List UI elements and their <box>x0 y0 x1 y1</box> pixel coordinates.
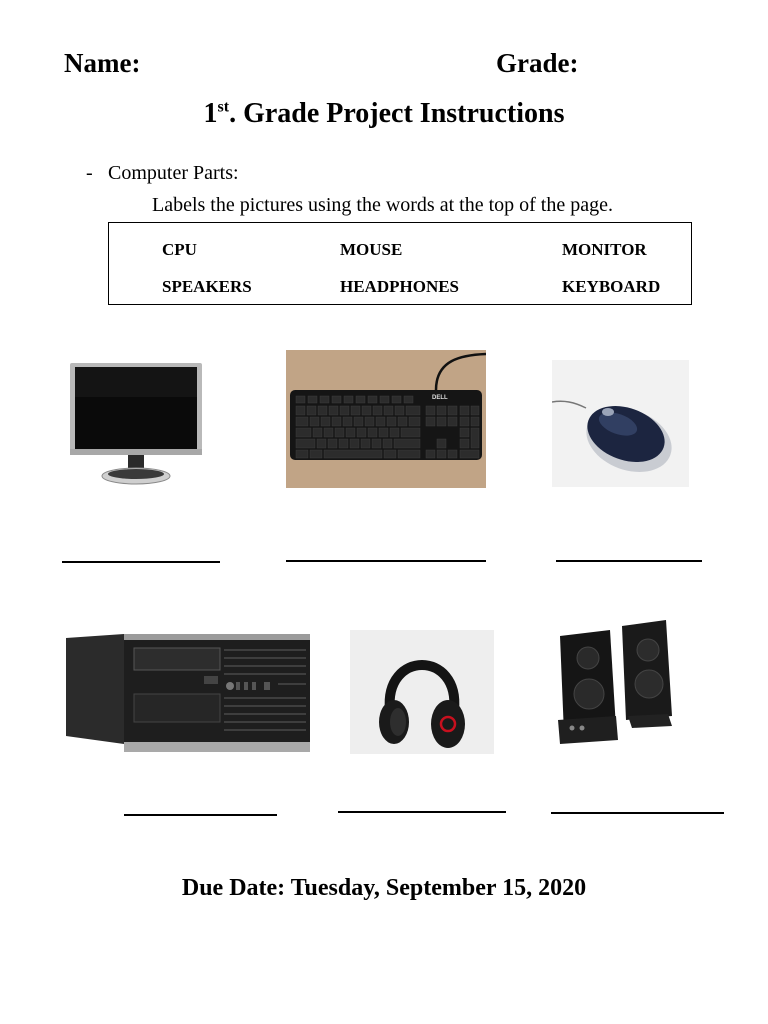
name-label: Name: <box>64 48 141 78</box>
page-title <box>0 98 768 130</box>
speakers-picture <box>556 616 676 746</box>
word-bank-item: HEADPHONES <box>340 277 460 296</box>
grade-label: Grade: <box>496 48 579 78</box>
answer-line-speakers[interactable] <box>551 812 724 814</box>
monitor-icon <box>66 360 206 490</box>
keyboard-icon <box>286 350 486 488</box>
bullet-dash: - <box>86 162 93 184</box>
monitor-picture <box>66 360 206 490</box>
title-rest: . Grade Project Instructions <box>229 98 565 129</box>
keyboard-brand-logo: DELL <box>432 395 448 401</box>
instruction-text: Labels the pictures using the words at the top of the page. <box>152 194 613 216</box>
mouse-icon <box>552 360 689 487</box>
title-prefix: 1 <box>203 98 218 129</box>
word-bank-item: KEYBOARD <box>562 277 661 296</box>
word-bank-item: MOUSE <box>340 240 403 259</box>
speakers-icon <box>556 616 676 746</box>
keyboard-picture <box>286 350 486 488</box>
answer-line-keyboard[interactable] <box>286 560 486 562</box>
word-bank-item: MONITOR <box>562 240 647 259</box>
due-date: Due Date: Tuesday, September 15, 2020 <box>181 875 587 901</box>
title-superscript: st <box>217 98 230 116</box>
answer-line-mouse[interactable] <box>556 560 702 562</box>
mouse-picture <box>552 360 689 487</box>
cpu-tower-icon <box>64 632 312 754</box>
answer-line-headphones[interactable] <box>338 811 506 813</box>
headphones-icon <box>350 630 494 754</box>
answer-line-cpu[interactable] <box>124 814 277 816</box>
section-heading: Computer Parts: <box>108 162 239 184</box>
headphones-picture <box>350 630 494 754</box>
cpu-picture <box>64 632 312 754</box>
word-bank-item: SPEAKERS <box>162 277 252 296</box>
answer-line-monitor[interactable] <box>62 561 220 563</box>
word-bank-item: CPU <box>162 240 197 259</box>
